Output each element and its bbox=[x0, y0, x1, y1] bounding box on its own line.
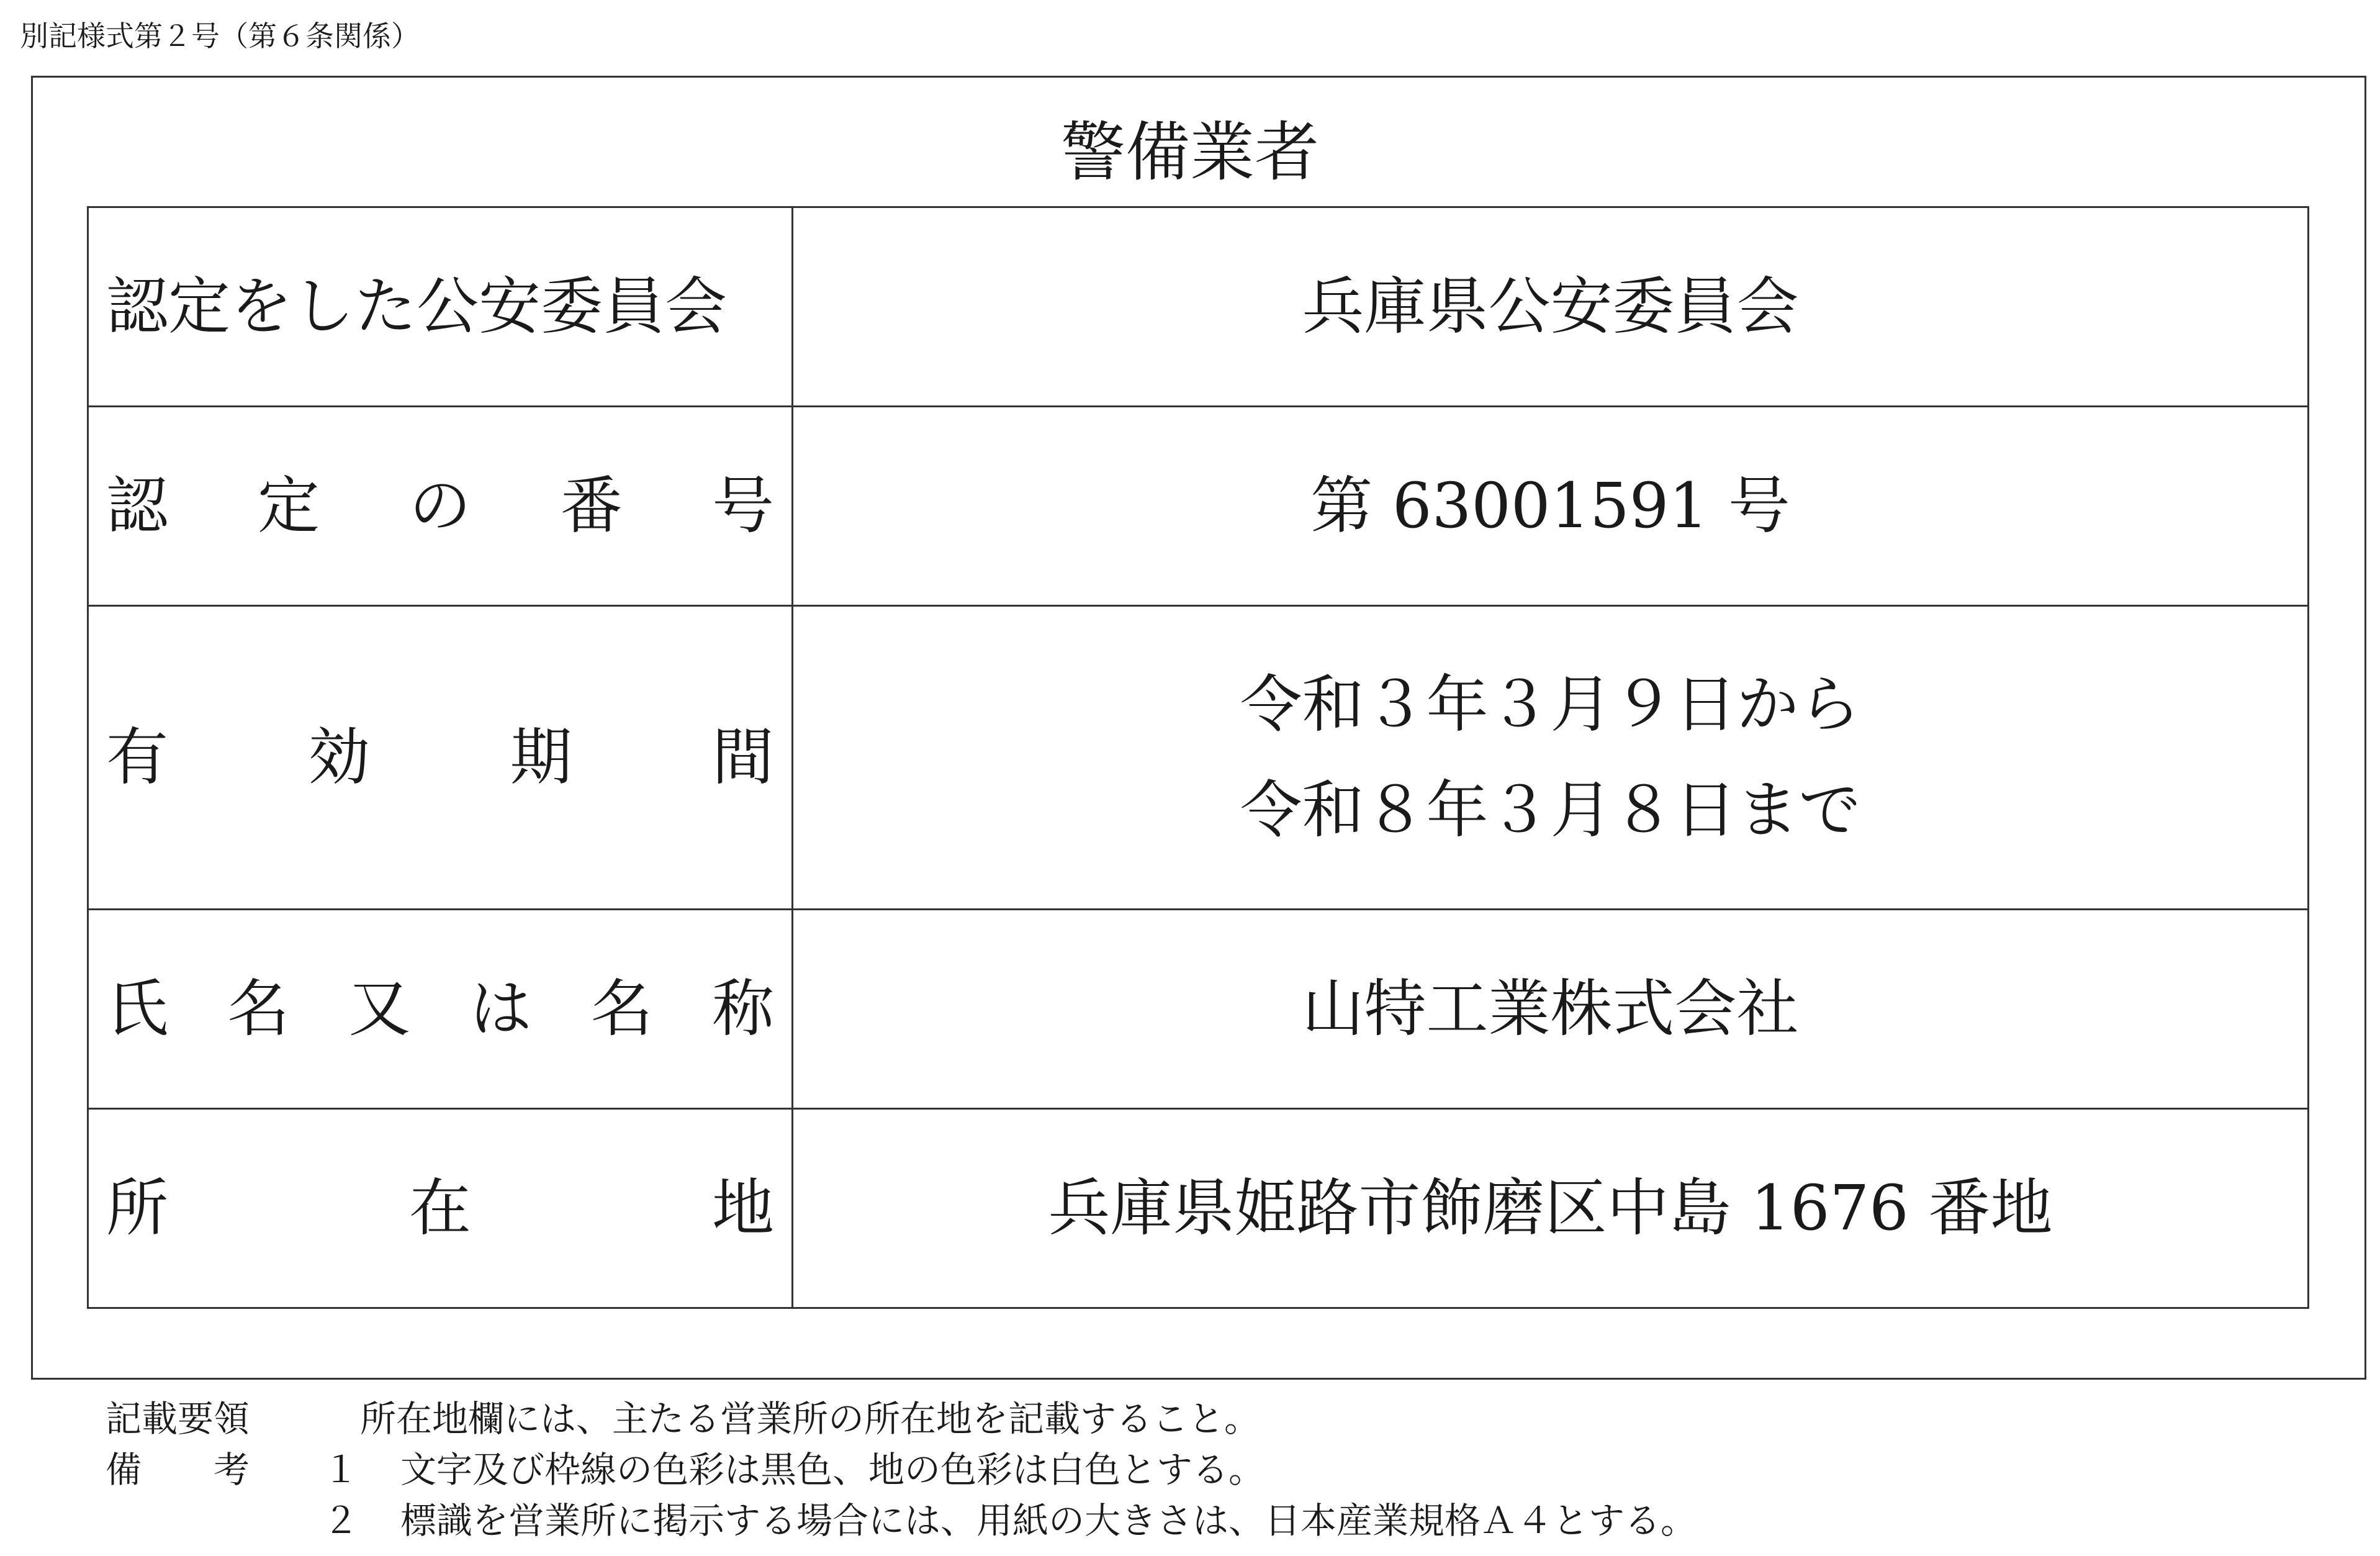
form-number: 別記様式第２号（第６条関係） bbox=[20, 19, 420, 53]
label-char: 在 bbox=[409, 1172, 471, 1244]
commission-value: 兵庫県公安委員会 bbox=[1302, 270, 1799, 343]
row-label bbox=[89, 969, 791, 1049]
notes-heading-text: 所在地欄には、主たる営業所の所在地を記載すること。 bbox=[360, 1398, 1261, 1440]
table-row-commission bbox=[88, 207, 2309, 407]
value-cell bbox=[793, 1109, 2309, 1308]
table-row-name bbox=[88, 910, 2309, 1109]
label-char: 認 bbox=[106, 469, 168, 542]
label-char: 効 bbox=[308, 721, 371, 794]
validity-start-value: 令和３年３月９日から bbox=[1240, 668, 1861, 741]
label-char: の bbox=[409, 469, 471, 542]
label-cell bbox=[88, 207, 793, 407]
label-char: 期 bbox=[510, 721, 572, 794]
label-cell bbox=[88, 407, 793, 606]
address-value: 兵庫県姫路市飾磨区中島 1676 番地 bbox=[1048, 1172, 2053, 1244]
label-text: 認定をした公安委員会 bbox=[106, 270, 727, 343]
certification-number-value: 第 63001591 号 bbox=[1310, 469, 1790, 542]
label-char: 番 bbox=[561, 469, 623, 542]
value-cell bbox=[793, 910, 2309, 1109]
table-row-validity-period bbox=[88, 606, 2309, 910]
value-cell bbox=[793, 407, 2309, 606]
remarks-label: 備 考 bbox=[106, 1449, 250, 1491]
remark-text: 文字及び枠線の色彩は黒色、地の色彩は白色とする。 bbox=[400, 1449, 1265, 1491]
notes-heading: 記載要領 bbox=[106, 1398, 250, 1440]
label-char: 氏 bbox=[106, 972, 168, 1045]
table-row-address bbox=[88, 1109, 2309, 1308]
validity-end-value: 令和８年３月８日まで bbox=[1240, 774, 1861, 846]
label-cell bbox=[88, 606, 793, 910]
label-cell bbox=[88, 1109, 793, 1308]
remark-number: １ bbox=[323, 1449, 359, 1491]
sign-title: 警備業者 bbox=[1060, 114, 1319, 190]
row-label bbox=[89, 1168, 791, 1249]
label-char: 定 bbox=[258, 469, 320, 542]
row-label bbox=[89, 266, 791, 347]
sign-table bbox=[87, 206, 2309, 1309]
company-name-value: 山特工業株式会社 bbox=[1302, 972, 1799, 1045]
label-cell bbox=[88, 910, 793, 1109]
value-cell bbox=[793, 606, 2309, 910]
label-char: 名 bbox=[227, 972, 290, 1045]
label-char: 名 bbox=[590, 972, 653, 1045]
label-char: 又 bbox=[348, 972, 411, 1045]
row-label bbox=[89, 717, 791, 798]
label-char: 有 bbox=[106, 721, 168, 794]
table-row-certification-number bbox=[88, 407, 2309, 606]
remark-text: 標識を営業所に掲示する場合には、用紙の大きさは、日本産業規格Ａ４とする。 bbox=[400, 1499, 1697, 1542]
row-label bbox=[89, 466, 791, 546]
label-char: 号 bbox=[712, 469, 774, 542]
value-cell bbox=[793, 207, 2309, 407]
label-char: は bbox=[469, 972, 532, 1045]
label-char: 所 bbox=[106, 1172, 168, 1244]
label-char: 間 bbox=[711, 721, 774, 794]
label-char: 地 bbox=[712, 1172, 774, 1244]
remark-number: ２ bbox=[323, 1499, 359, 1542]
label-char: 称 bbox=[711, 972, 774, 1045]
